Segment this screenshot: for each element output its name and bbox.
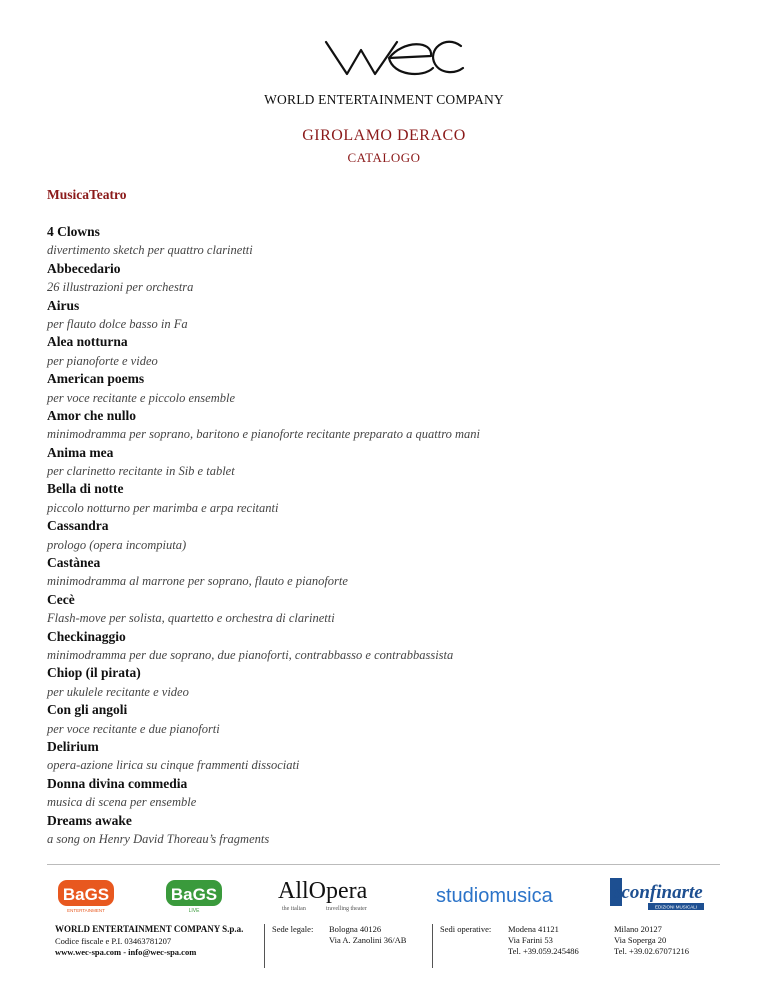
allopera-sub2: travelling theater [326,906,367,912]
allopera-sub1: the italian [282,906,306,912]
work-title: Cecè [47,591,75,607]
sconfinarte-main: sconfinarte [614,882,703,903]
legal-line2: Via A. Zanolini 36/AB [329,935,407,945]
work-description: per clarinetto recitante in Sib e tablet [47,464,235,479]
allopera-main: AllOpera [278,878,368,904]
work-title: Dreams awake [47,812,132,828]
ops2-line1: Milano 20127 [614,924,662,934]
work-description: divertimento sketch per quattro clarinetti [47,243,253,258]
section-title: MusicaTeatro [47,187,127,202]
work-title: Castànea [47,555,101,571]
work-title: Cassandra [47,518,109,534]
work-description: opera-azione lirica su cinque frammenti dissociati [47,758,300,773]
works-list [47,223,737,848]
work-title: Checkinaggio [47,628,126,644]
bags-live-logo [163,878,225,914]
work-title: Delirium [47,738,99,754]
legal-line1: Bologna 40126 [329,924,382,934]
work-description: per voce recitante e piccolo ensemble [47,390,235,405]
footer-separator [432,924,433,968]
wec-logo [323,36,465,86]
ops1-line2: Via Farini 53 [508,935,553,945]
work-description: prologo (opera incompiuta) [47,537,187,552]
company-name: WORLD ENTERTAINMENT COMPANY [264,92,504,107]
ops1-line1: Modena 41121 [508,924,559,934]
bags1-sub: ENTERTAINMENT [67,908,105,913]
work-description: minimodramma per soprano, baritono e pianoforte recitante preparato a quattro mani [47,427,480,442]
work-title: Alea notturna [47,334,128,350]
work-description: musica di scena per ensemble [47,795,197,810]
footer-web[interactable]: www.wec-spa.com - info@wec-spa.com [55,947,197,957]
studiomusica-text: studiomusica [436,885,553,907]
ops1-line3: Tel. +39.059.245486 [508,946,579,956]
studiomusica-logo [434,880,564,910]
sconfinarte-logo [608,876,708,914]
work-description: per ukulele recitante e video [47,684,189,699]
work-title: Airus [47,297,80,313]
work-description: 26 illustrazioni per orchestra [47,280,194,295]
page-subtitle: CATALOGO [347,150,421,165]
work-description: piccolo notturno per marimba e arpa recitanti [47,500,279,515]
bags2-main: BaGS [170,885,218,904]
ops2-line3: Tel. +39.02.67071216 [614,946,690,956]
work-title: Amor che nullo [47,407,137,423]
allopera-logo [276,874,386,916]
work-description: per voce recitante e due pianoforti [47,721,220,736]
ops-label: Sedi operative: [440,924,492,934]
work-title: Donna divina commedia [47,775,188,791]
footer-separator [264,924,265,968]
work-title: American poems [47,371,145,387]
work-description: a song on Henry David Thoreau’s fragments [47,831,270,846]
footer-fiscal: Codice fiscale e P.I. 03463781207 [55,936,172,946]
work-description: per flauto dolce basso in Fa [47,316,188,331]
legal-label: Sede legale: [272,924,314,934]
work-description: minimodramma al marrone per soprano, flauto e pianoforte [47,574,348,589]
bags-entertainment-logo [55,878,117,914]
footer-divider [47,864,720,865]
work-title: Bella di notte [47,481,124,497]
work-description: per pianoforte e video [47,353,158,368]
page-title: GIROLAMO DERACO [302,127,466,144]
bags2-sub: LIVE [188,908,200,914]
bags1-main: BaGS [62,885,110,904]
sconfinarte-sub: EDIZIONI MUSICALI [654,904,698,910]
work-title: Anima mea [47,444,114,460]
ops2-line2: Via Soperga 20 [614,935,667,945]
work-title: Abbecedario [47,260,121,276]
work-title: Chiop (il pirata) [47,665,141,681]
work-description: Flash-move per solista, quartetto e orchestra di clarinetti [47,611,335,626]
footer-company: WORLD ENTERTAINMENT COMPANY S.p.a. [55,924,244,934]
work-title: Con gli angoli [47,702,128,718]
work-title: 4 Clowns [47,224,100,239]
work-description: minimodramma per due soprano, due pianoforti, contrabbasso e contrabbassista [47,647,454,662]
